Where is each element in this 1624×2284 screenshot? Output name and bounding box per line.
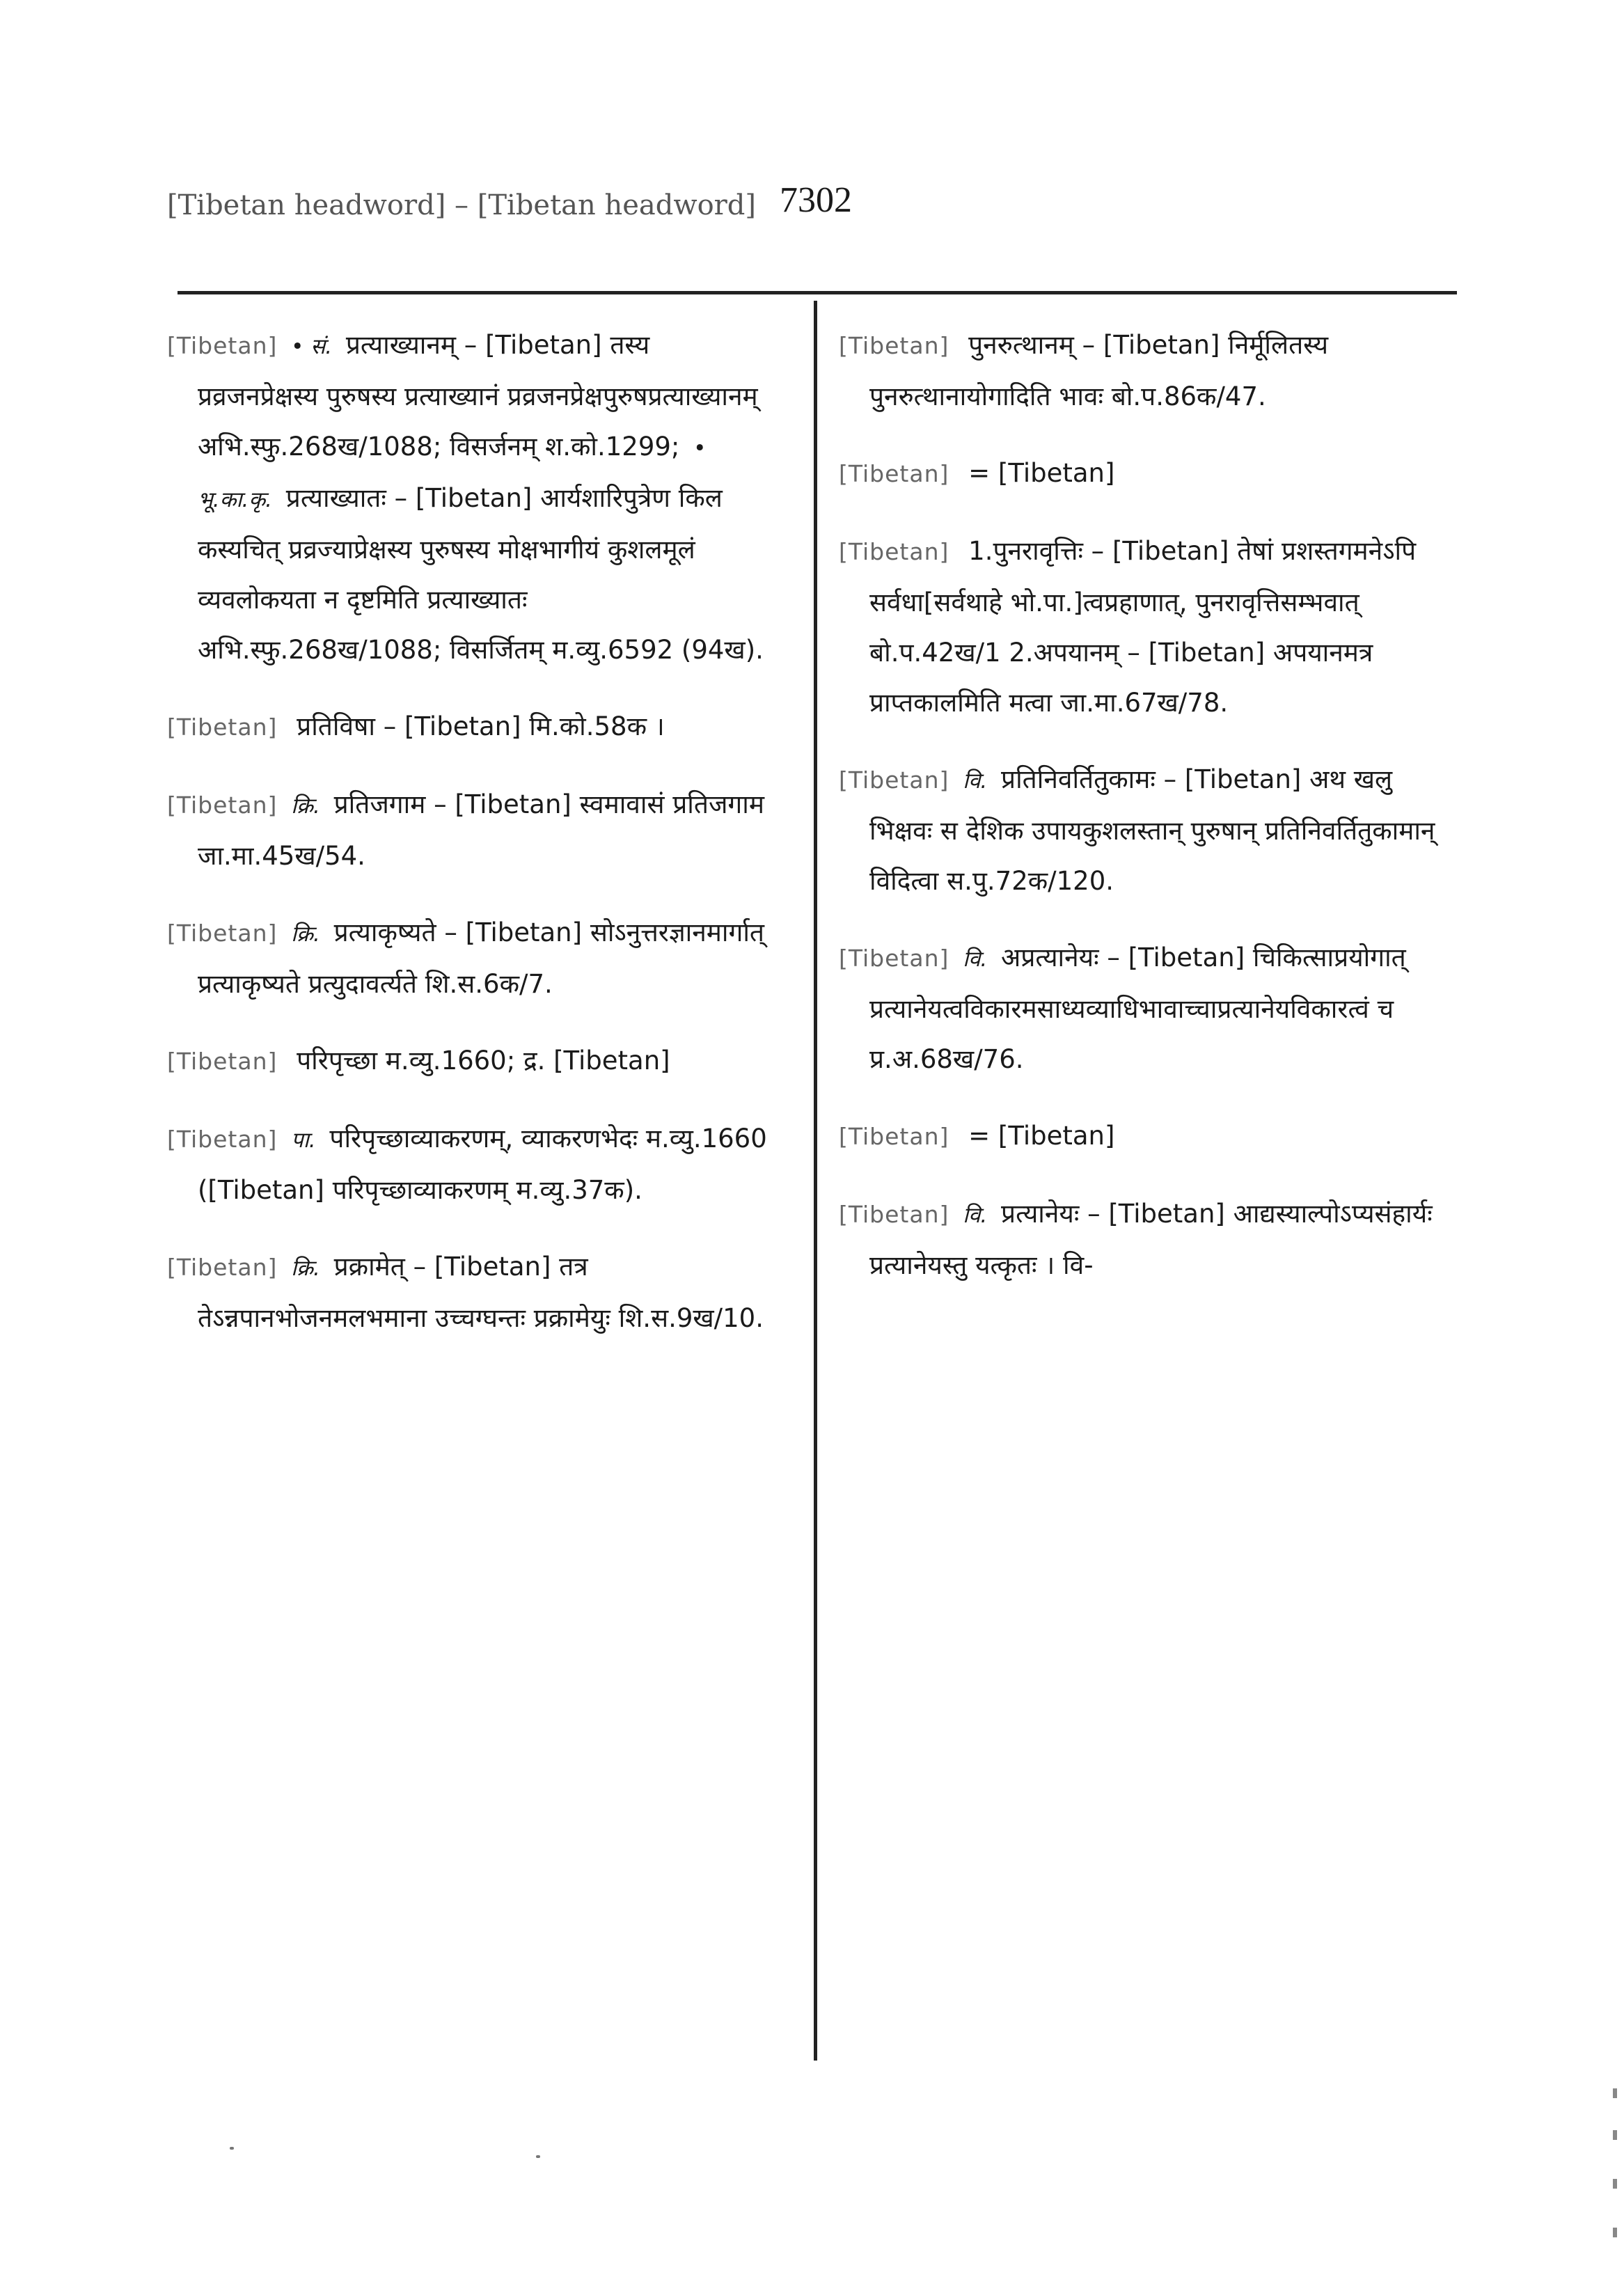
dictionary-entry bbox=[167, 908, 773, 1009]
entry-body: प्रत्याख्यातः – [Tibetan] आर्यशारिपुत्रेण किल कस्यचित् प्रव्रज्याप्रेक्षस्य पुरुषस्य मोक्षभागीयं कुशलमूलं व्यवलोकयता न दृष्टमिति प्रत्याख्यातः अभि.स्फु.268ख/1088; विसर्जितम् म.व्यु.6592 (94ख). bbox=[198, 483, 764, 665]
dictionary-entry bbox=[839, 526, 1444, 728]
grammar-tag: क्रि. bbox=[291, 922, 320, 947]
dictionary-entry bbox=[839, 1111, 1444, 1163]
headword: [Tibetan] bbox=[167, 1126, 278, 1153]
dictionary-entry bbox=[167, 1114, 773, 1215]
running-head: [Tibetan headword] – [Tibetan headword] bbox=[167, 189, 757, 221]
headword: [Tibetan] bbox=[167, 791, 278, 819]
grammar-tag: वि. bbox=[963, 769, 988, 794]
scan-speck bbox=[536, 2155, 540, 2158]
headword: [Tibetan] bbox=[839, 766, 949, 794]
dictionary-entry bbox=[839, 1189, 1444, 1291]
page-header bbox=[167, 180, 1457, 242]
dictionary-entry bbox=[167, 320, 773, 675]
edge-mark bbox=[1613, 2179, 1617, 2189]
headword: [Tibetan] bbox=[167, 1048, 278, 1075]
dictionary-entry bbox=[839, 448, 1444, 500]
dictionary-entry bbox=[167, 702, 773, 753]
scan-specks bbox=[230, 2141, 578, 2169]
grammar-tag: क्रि. bbox=[291, 794, 320, 819]
entry-body: प्रत्याख्यानम् – [Tibetan] तस्य प्रव्रजनप्रेक्षस्य पुरुषस्य प्रत्याख्यानं प्रव्रजनप्रेक्षपुरुषप्रत्याख्यानम् अभि.स्फु.268ख/1088; विसर्जनम् श.को.1299; bbox=[198, 330, 758, 462]
headword: [Tibetan] bbox=[839, 1123, 949, 1150]
entry-body: प्रत्यानेयः – [Tibetan] आद्यस्याल्पोऽप्यसंहार्यः प्रत्यानेयस्तु यत्कृतः । वि- bbox=[869, 1199, 1433, 1280]
entry-body: प्रतिजगाम – [Tibetan] स्वमावासं प्रतिजगाम जा.मा.45ख/54. bbox=[198, 789, 764, 871]
headword: [Tibetan] bbox=[839, 945, 949, 972]
entry-body: = [Tibetan] bbox=[968, 458, 1115, 488]
entry-body: अप्रत्यानेयः – [Tibetan] चिकित्साप्रयोगात् प्रत्यानेयत्वविकारमसाध्यव्याधिभावाच्चाप्रत्यानेयविकारत्वं च प्र.अ.68ख/76. bbox=[869, 943, 1406, 1074]
headword: [Tibetan] bbox=[839, 460, 949, 487]
dictionary-entry bbox=[839, 933, 1444, 1085]
entry-body: = [Tibetan] bbox=[968, 1121, 1115, 1151]
entry-body: प्रतिनिवर्तितुकामः – [Tibetan] अथ खलु भिक्षवः स देशिक उपायकुशलस्तान् पुरुषान् प्रतिनिवर्तितुकामान् विदित्वा स.पु.72क/120. bbox=[869, 764, 1435, 896]
entry-body: 1.पुनरावृत्तिः – [Tibetan] तेषां प्रशस्तगमनेऽपि सर्वधा[सर्वथाहे भो.पा.]त्वप्रहाणात्, पुनरावृत्तिसम्भवात् बो.प.42ख/1 2.अपयानम् – [Tibetan] अपयानमत्र प्राप्तकालमिति मत्वा जा.मा.67ख/78. bbox=[869, 536, 1417, 718]
headword: [Tibetan] bbox=[167, 1254, 278, 1281]
header-rule bbox=[178, 291, 1457, 294]
edge-mark bbox=[1613, 2130, 1617, 2140]
grammar-tag: • भू.का.कृ. bbox=[198, 436, 707, 512]
entry-body: प्रत्याकृष्यते – [Tibetan] सोऽनुत्तरज्ञानमार्गात् प्रत्याकृष्यते प्रत्युदावर्त्यते शि.स.6क/7. bbox=[198, 917, 764, 999]
dictionary-entry bbox=[839, 320, 1444, 422]
entry-body: परिपृच्छाव्याकरणम्, व्याकरणभेदः म.व्यु.1660 ([Tibetan] परिपृच्छाव्याकरणम् म.व्यु.37क). bbox=[198, 1124, 767, 1205]
headword: [Tibetan] bbox=[839, 1201, 949, 1228]
dictionary-entry bbox=[167, 1242, 773, 1344]
entry-body: प्रक्रामेत् – [Tibetan] तत्र तेऽन्नपानभोजनमलभमाना उच्चग्घन्तः प्रक्रामेयुः शि.स.9ख/10. bbox=[198, 1252, 764, 1333]
column-divider bbox=[814, 301, 817, 2061]
grammar-tag: पा. bbox=[291, 1128, 316, 1153]
dictionary-entry bbox=[167, 780, 773, 881]
entry-body: पुनरुत्थानम् – [Tibetan] निर्मूलितस्य पुनरुत्थानायोगादिति भावः बो.प.86क/47. bbox=[869, 330, 1329, 411]
right-column bbox=[839, 320, 1444, 1317]
page-edge-marks bbox=[1607, 2088, 1617, 2283]
grammar-tag: वि. bbox=[963, 1203, 988, 1228]
edge-mark bbox=[1613, 2228, 1617, 2237]
dictionary-entry bbox=[839, 755, 1444, 906]
headword: [Tibetan] bbox=[167, 920, 278, 947]
headword: [Tibetan] bbox=[167, 332, 278, 359]
edge-mark bbox=[1613, 2088, 1617, 2098]
entry-body: प्रतिविषा – [Tibetan] मि.को.58क । bbox=[297, 711, 665, 741]
grammar-tag: • सं. bbox=[291, 334, 333, 359]
headword: [Tibetan] bbox=[167, 714, 278, 741]
headword: [Tibetan] bbox=[839, 538, 949, 565]
scan-speck bbox=[230, 2147, 234, 2150]
grammar-tag: क्रि. bbox=[291, 1256, 320, 1281]
left-column bbox=[167, 320, 773, 1370]
page-number: 7302 bbox=[780, 180, 852, 220]
dictionary-entry bbox=[167, 1036, 773, 1087]
headword: [Tibetan] bbox=[839, 332, 949, 359]
entry-body: परिपृच्छा म.व्यु.1660; द्र. [Tibetan] bbox=[297, 1046, 670, 1076]
grammar-tag: वि. bbox=[963, 947, 988, 972]
